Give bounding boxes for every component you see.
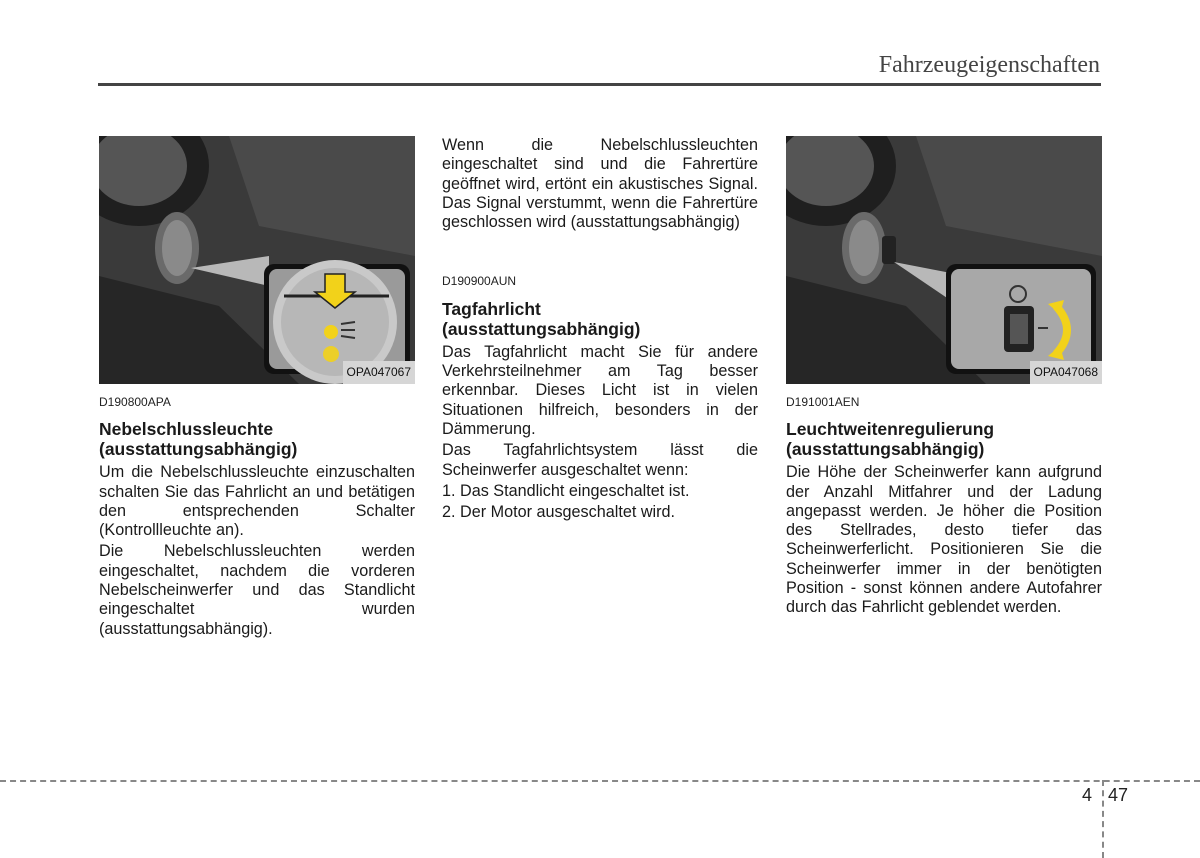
paragraph: 2. Der Motor ausgeschaltet wird. bbox=[442, 503, 676, 522]
heading-line: Nebelschlussleuchte bbox=[99, 419, 274, 440]
fog-light-switch-illustration bbox=[99, 136, 415, 384]
right-column bbox=[786, 136, 1102, 620]
chapter-number: 4 bbox=[1082, 785, 1093, 805]
heading-line: Leuchtweitenregulierung bbox=[786, 419, 995, 440]
headlight-leveling-illustration bbox=[786, 136, 1102, 384]
footer-divider bbox=[1102, 780, 1104, 858]
section-code: D190800APA bbox=[99, 395, 171, 409]
figure-code: OPA047067 bbox=[343, 361, 416, 384]
paragraph: Um die Nebelschlussleuchte einzuschalten schalten Sie das Fahrlicht an und betätigen den entsprechenden Schalter (Kontrollleuchte an). bbox=[99, 463, 415, 540]
heading-line: (ausstattungsabhängig) bbox=[99, 439, 298, 460]
fog-light-switch-figure bbox=[99, 136, 415, 384]
paragraph: Wenn die Nebelschlussleuchten eingeschaltet sind und die Fahrertüre geöffnet wird, ertönt ein akustisches Signal. Das Signal verstummt, wenn die Fahrertüre geschlossen wird (ausstattungsabhängig) bbox=[442, 136, 758, 232]
headlight-leveling-figure bbox=[786, 136, 1102, 384]
page-number: 47 bbox=[1108, 785, 1129, 805]
section-heading bbox=[442, 299, 758, 339]
figure-code: OPA047068 bbox=[1030, 361, 1103, 384]
left-column bbox=[99, 136, 415, 641]
paragraph: Das Tagfahrlicht macht Sie für andere Verkehrsteilnehmer am Tag besser erkennbar. Dieses Licht ist in vielen Situationen hilfreich, besonders in der Dämmerung. bbox=[442, 342, 758, 438]
middle-column bbox=[442, 136, 758, 524]
heading-line: Tagfahrlicht bbox=[442, 298, 541, 319]
paragraph: 1. Das Standlicht eingeschaltet ist. bbox=[442, 481, 690, 500]
page-header-title: Fahrzeugeigenschaften bbox=[878, 52, 1100, 78]
section-heading bbox=[99, 419, 415, 459]
paragraph: Die Höhe der Scheinwerfer kann aufgrund der Anzahl Mitfahrer und der Ladung angepasst werden. Je höher die Position des Stellrades, desto tiefer das Scheinwerferlicht. Positionieren Sie die Scheinwerfer immer in der benötigten Position - sonst können andere Autofahrer durch das Fahrlicht geblendet werden. bbox=[786, 463, 1102, 617]
header-rule bbox=[98, 83, 1101, 86]
heading-line: (ausstattungsabhängig) bbox=[786, 439, 985, 460]
paragraph: Die Nebelschlussleuchten werden eingeschaltet, nachdem die vorderen Nebelscheinwerfer und das Standlicht eingeschaltet wurden (ausstattungsabhängig). bbox=[99, 542, 415, 638]
footer-rule bbox=[0, 780, 1200, 782]
section-code: D190900AUN bbox=[442, 274, 517, 289]
section-heading bbox=[786, 419, 1102, 459]
section-code: D191001AEN bbox=[786, 395, 860, 409]
heading-line: (ausstattungsabhängig) bbox=[442, 318, 641, 339]
paragraph: Das Tagfahrlichtsystem lässt die Scheinwerfer ausgeschaltet wenn: bbox=[442, 441, 758, 479]
